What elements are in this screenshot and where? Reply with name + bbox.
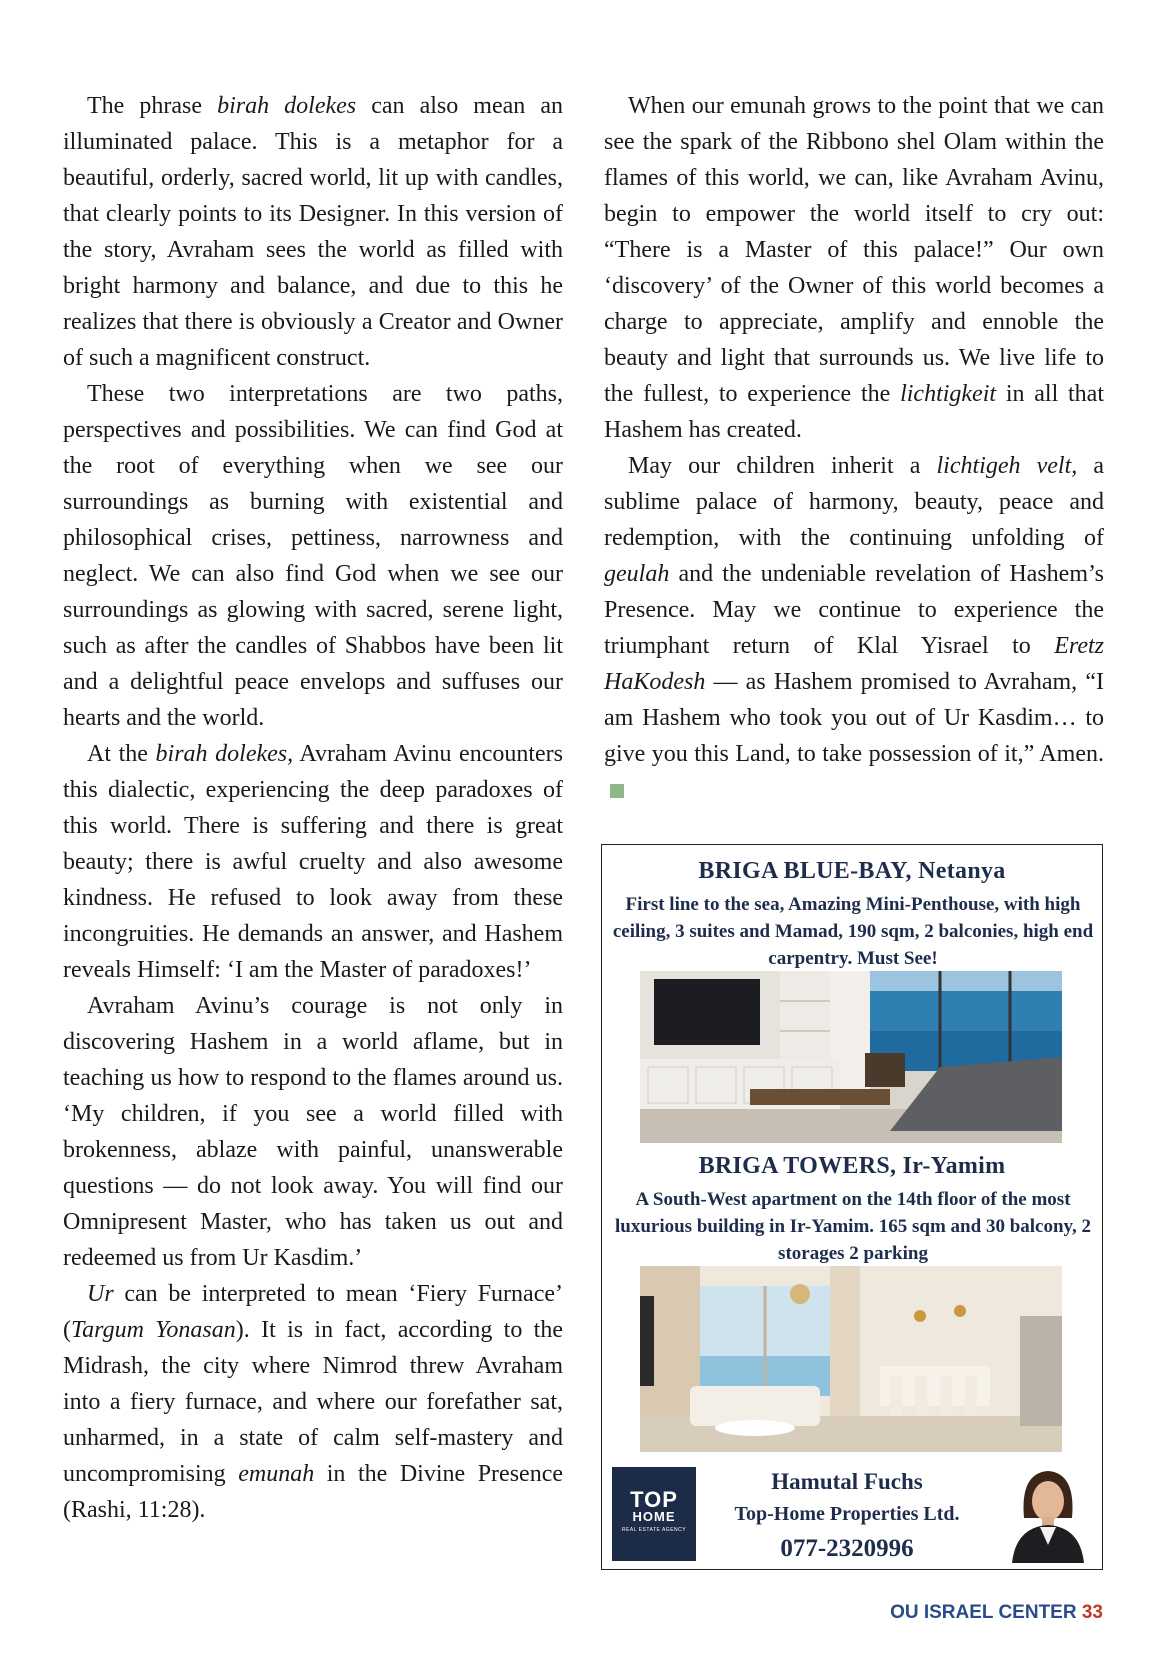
italic-term: lichtigeh velt, bbox=[936, 453, 1078, 479]
listing-1-title: BRIGA BLUE-BAY, Netanya bbox=[698, 858, 1006, 884]
italic-term: lichtigkeit bbox=[900, 381, 997, 407]
logo-top-text: TOP bbox=[630, 1487, 678, 1512]
italic-term: geulah bbox=[604, 561, 670, 587]
right-paragraph bbox=[604, 88, 1104, 448]
text-run: Avraham Avinu’s courage is not only in discovering Hashem in a world aflame, but in teaching us how to respond to the flames around us. ‘My children, if you see a world filled with brokenness, ablaze with painful, unanswerable questions — do not look away. You will find our Omnipresent Master, who has taken us out and redeemed us from Ur Kasdim.’ bbox=[63, 993, 563, 1271]
text-run: At the bbox=[87, 741, 156, 767]
text-run: can also mean an illuminated palace. This is a metaphor for a beautiful, orderly, sacred world, lit up with candles, that clearly points to its Designer. In this version of the story, Avraham sees the world as filled with bright harmony and balance, and due to this he realizes that there is obviously a Creator and Owner of such a magnificent construct. bbox=[63, 93, 563, 371]
left-paragraph bbox=[63, 736, 563, 988]
agent-contact bbox=[712, 1465, 982, 1569]
logo-tagline-text: REAL ESTATE AGENCY bbox=[621, 1527, 687, 1533]
agent-company: Top-Home Properties Ltd. bbox=[734, 1503, 960, 1525]
listing-2-title: BRIGA TOWERS, Ir-Yamim bbox=[698, 1153, 1006, 1179]
italic-term: Targum Yonasan bbox=[71, 1317, 236, 1343]
agent-name: Hamutal Fuchs bbox=[771, 1469, 923, 1494]
publication-name: OU ISRAEL CENTER bbox=[890, 1602, 1077, 1623]
page-number: 33 bbox=[1081, 1602, 1103, 1623]
article-column-right bbox=[604, 88, 1104, 808]
logo-bottom-text: HOME bbox=[632, 1509, 676, 1524]
text-run: May our children inherit a bbox=[628, 453, 937, 479]
left-paragraph bbox=[63, 376, 563, 736]
italic-term: Eretz HaKodesh bbox=[604, 633, 1104, 695]
agent-portrait-photo bbox=[1002, 1463, 1094, 1563]
text-run: and the undeniable revelation of Hashem’s Presence. May we continue to experience the triumphant return of Klal Yisrael to bbox=[604, 561, 1104, 659]
page-footer bbox=[890, 1602, 1103, 1624]
text-run: can be interpreted to mean ‘Fiery Furnace’ ( bbox=[63, 1281, 563, 1343]
text-run: in all that Hashem has created. bbox=[604, 381, 1104, 443]
agent-phone: 077-2320996 bbox=[780, 1535, 914, 1562]
listing-2-description: A South-West apartment on the 14th floor of the most luxurious building in Ir-Yamim. 165 sqm and 30 balcony, 2 storages 2 parking bbox=[614, 1189, 1091, 1264]
text-run: These two interpretations are two paths, perspectives and possibilities. We can find God at the root of everything when we see our surroundings as burning with existential and philosophical crises, pettiness, narrowness and neglect. We can also find God when we see our surroundings as glowing with sacred, serene light, such as after the candles of Shabbos have been lit and a delightful peace envelops and suffuses our hearts and the world. bbox=[63, 381, 563, 731]
right-paragraph bbox=[604, 448, 1104, 808]
italic-term: birah dolekes bbox=[217, 93, 357, 119]
left-paragraph bbox=[63, 1276, 563, 1528]
text-run: a sublime palace of harmony, beauty, peace and redemption, with the continuing unfolding of bbox=[604, 453, 1105, 551]
text-run: ). It is in fact, according to the Midrash, the city where Nimrod threw Avraham into a fiery furnace, and where our forefather sat, unharmed, in a state of calm self-mastery and uncompromising bbox=[63, 1317, 563, 1487]
top-home-logo bbox=[612, 1467, 696, 1561]
living-room-sea-view-photo bbox=[640, 971, 1062, 1143]
italic-term: emunah bbox=[238, 1461, 315, 1487]
article-end-mark bbox=[610, 784, 624, 798]
listing-1-description: First line to the sea, Amazing Mini-Penthouse, with high ceiling, 3 suites and Mamad, 190 sqm, 2 balconies, high end carpentry. Must See! bbox=[612, 894, 1094, 969]
text-run: Avraham Avinu encounters this dialectic, experiencing the deep paradoxes of this world. There is suffering and there is great beauty; there is awful cruelty and also awesome kindness. He refused to look away from these incongruities. He demands an answer, and Hashem reveals Himself: ‘I am the Master of paradoxes!’ bbox=[63, 741, 564, 983]
text-run: When our emunah grows to the point that we can see the spark of the Ribbono shel Olam within the flames of this world, we can, like Avraham Avinu, begin to empower the world itself to cry out: “There is a Master of this palace!” Our own ‘discovery’ of the Owner of this world becomes a charge to appreciate, amplify and ennoble the beauty and light that surrounds us. We live life to the fullest, to experience the bbox=[604, 93, 1104, 407]
text-run: in the Divine Presence (Rashi, 11:28). bbox=[63, 1461, 564, 1523]
real-estate-advertisement bbox=[601, 844, 1103, 1570]
left-paragraph bbox=[63, 988, 563, 1276]
left-paragraph bbox=[63, 88, 563, 376]
article-column-left bbox=[63, 88, 563, 1528]
italic-term: Ur bbox=[87, 1281, 114, 1307]
italic-term: birah dolekes, bbox=[155, 741, 294, 767]
text-run: — as Hashem promised to Avraham, “I am Hashem who took you out of Ur Kasdim… to give you this Land, to take possession of it,” Amen. bbox=[604, 669, 1104, 767]
text-run: The phrase bbox=[87, 93, 218, 119]
apartment-interior-photo bbox=[640, 1266, 1062, 1452]
